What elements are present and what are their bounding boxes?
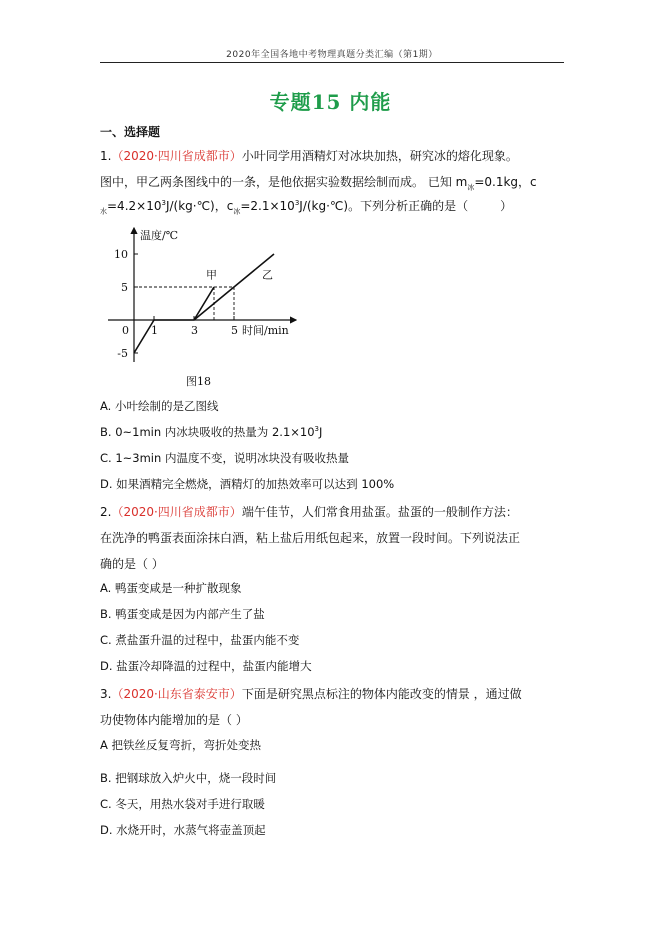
q1-line3-b: J/(kg·℃)，c	[165, 199, 234, 213]
q1-line1-text: 小叶同学用酒精灯对冰块加热，研究冰的熔化现象。	[241, 149, 518, 163]
y-axis-label: 温度/℃	[140, 229, 179, 242]
q1-figure-caption: 图18	[186, 375, 211, 388]
q1-line3-a: =4.2×10	[107, 199, 162, 213]
q1-line3	[100, 197, 512, 216]
q1-line3-sup1: 3	[161, 199, 166, 207]
q1-option-b-tail: J	[319, 425, 323, 439]
q1-line3-end: ）	[500, 199, 513, 213]
x-axis-label: 时间/min	[242, 324, 289, 337]
section-heading: 一、选择题	[100, 125, 161, 139]
q3-line1	[100, 685, 522, 702]
q1-line2	[100, 173, 537, 192]
q1-line2-b: =0.1kg，c	[474, 175, 537, 189]
q2-source: （2020·四川省成都市）	[111, 505, 242, 519]
x-tick-label: 0	[122, 324, 129, 337]
q1-option-a[interactable]: A. 小叶绘制的是乙图线	[100, 399, 219, 413]
q1-option-b-sup: 3	[314, 425, 319, 434]
q1-line3-sup2: 3	[294, 199, 300, 207]
q2-option-d[interactable]: D. 盐蛋冷却降温的过程中，盐蛋内能增大	[100, 659, 312, 673]
q2-line1	[100, 503, 518, 520]
x-tick-label: 3	[191, 324, 198, 337]
q1-line3-d: J/(kg·℃)。下列分析正确的是（	[299, 199, 469, 213]
q1-number: 1.	[100, 149, 112, 163]
q1-option-d[interactable]: D. 如果酒精完全燃烧，酒精灯的加热效率可以达到 100%	[100, 477, 395, 491]
q1-option-c[interactable]: C. 1~3min 内温度不变，说明冰块没有吸收热量	[100, 451, 349, 465]
page-title: 专题15 内能	[269, 90, 392, 114]
y-tick-label: 5	[121, 281, 128, 294]
q1-option-b[interactable]	[100, 424, 322, 440]
q3-line1-text: 下面是研究黑点标注的物体内能改变的情景 ，通过做	[241, 687, 522, 701]
series-label-2: 乙	[262, 268, 273, 282]
q3-option-c[interactable]: C. 冬天，用热水袋对手进行取暖	[100, 797, 265, 811]
x-tick-label: 1	[151, 324, 158, 337]
series-label-1: 甲	[206, 268, 217, 282]
q1-option-b-text: B. 0~1min 内冰块吸收的热量为 2.1×10	[100, 425, 315, 439]
q1-line2-sub: 冰	[467, 183, 475, 192]
q2-number: 2.	[100, 505, 112, 519]
q2-line2: 在洗净的鸭蛋表面涂抹白酒，粘上盐后用纸包起来，放置一段时间。下列说法正	[100, 531, 521, 545]
q1-figure	[100, 222, 320, 376]
q2-option-b[interactable]: B. 鸭蛋变咸是因为内部产生了盐	[100, 607, 265, 621]
q3-option-a[interactable]: A 把铁丝反复弯折，弯折处变热	[100, 738, 262, 752]
q3-option-d[interactable]: D. 水烧开时，水蒸气将壶盖顶起	[100, 823, 266, 837]
header-rule	[100, 62, 564, 63]
q1-line3-c: =2.1×10	[240, 199, 295, 213]
q2-option-c[interactable]: C. 煮盐蛋升温的过程中，盐蛋内能不变	[100, 633, 300, 647]
q3-number: 3.	[100, 687, 112, 701]
q1-line2-text: 图中，甲乙两条图线中的一条，是他依据实验数据绘制而成。 已知 m	[100, 175, 468, 189]
q1-source: （2020·四川省成都市）	[111, 149, 242, 163]
q3-line2: 功使物体内能增加的是（ ）	[100, 713, 248, 727]
q2-option-a[interactable]: A. 鸭蛋变咸是一种扩散现象	[100, 581, 242, 595]
q1-line1	[100, 147, 518, 164]
q1-line3-sub1: 水	[100, 207, 107, 216]
q2-line1-text: 端午佳节，人们常食用盐蛋。盐蛋的一般制作方法：	[241, 505, 518, 519]
temperature-time-chart	[100, 222, 320, 372]
q3-option-b[interactable]: B. 把钢球放入炉火中，烧一段时间	[100, 771, 277, 785]
y-tick-label: -5	[117, 347, 128, 360]
q3-source: （2020·山东省泰安市）	[111, 687, 242, 701]
q2-line3: 确的是（ ）	[100, 557, 164, 571]
q1-line3-sub2: 冰	[233, 207, 241, 216]
y-tick-label: 10	[114, 248, 128, 261]
page-header: 2020年全国各地中考物理真题分类汇编（第1期）	[226, 50, 438, 60]
x-tick-label: 5	[231, 324, 238, 337]
